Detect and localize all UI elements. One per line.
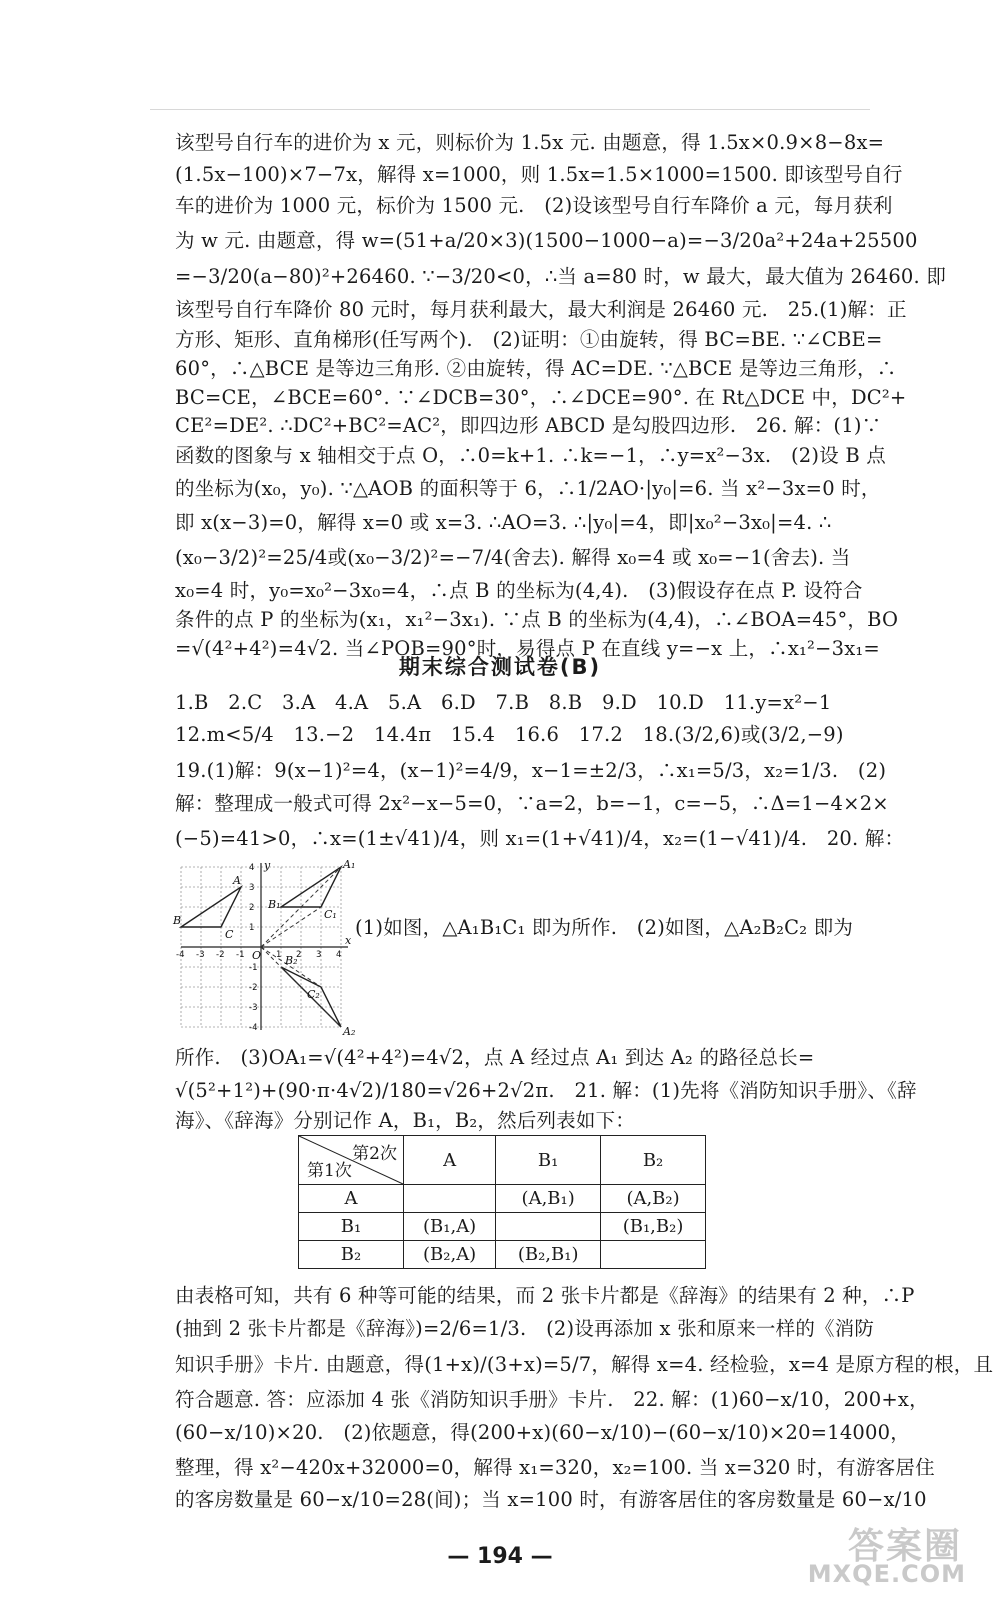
text-line: (60−x/10)×20. (2)依题意，得(200+x)(60−x/10)−(60−x/10)×20=14000， (175, 1421, 910, 1444)
y-tick-label: -1 (249, 963, 258, 973)
text-line: x₀=4 时，y₀=x₀²−3x₀=4，∴点 B 的坐标为(4,4). (3)假设存在点 P. 设符合 (175, 579, 863, 602)
table-cell (404, 1185, 496, 1213)
x-tick-label: 3 (316, 950, 322, 960)
text-line: 海》、《辞海》分别记作 A，B₁，B₂，然后列表如下： (175, 1109, 635, 1132)
answer-line: 12.m<5/4 13.−2 14.4π 15.4 16.6 17.2 18.(3/2,6)或(3/2,−9) (175, 723, 844, 746)
label-b2: B₂ (285, 954, 298, 967)
text-line: 车的进价为 1000 元，标价为 1500 元. (2)设该型号自行车降价 a 元，每月获利 (175, 194, 893, 217)
row-header: B₁ (299, 1213, 404, 1241)
watermark-logo-text: 答案圈 (847, 1526, 962, 1567)
x-tick-label: 2 (296, 950, 302, 960)
text-line: 该型号自行车降价 80 元时，每月获利最大，最大利润是 26460 元. 25.(1)解：正 (175, 298, 907, 321)
text-line: 所作. (3)OA₁=√(4²+4²)=4√2，点 A 经过点 A₁ 到达 A₂ 的路径总长= (175, 1046, 815, 1069)
text-line: CE²=DE². ∴DC²+BC²=AC²，即四边形 ABCD 是勾股四边形. 26. 解：(1)∵ (175, 414, 882, 437)
row-header: A (299, 1185, 404, 1213)
answer-line: (−5)=41>0，∴x=(1±√41)/4，则 x₁=(1+√41)/4，x₂=(1−√41)/4. 20. 解： (175, 827, 905, 850)
x-tick-label: 1 (276, 950, 282, 960)
text-line: 函数的图象与 x 轴相交于点 O，∴0=k+1. ∴k=−1，∴y=x²−3x. (2)设 B 点 (175, 444, 886, 467)
text-line: =−3/20(a−80)²+26460. ∵−3/20<0，∴当 a=80 时，w 最大，最大值为 26460. 即 (175, 265, 947, 288)
y-tick-label: -2 (249, 983, 258, 993)
corner-bottom-label: 第1次 (307, 1161, 352, 1181)
table-cell: (A,B₁) (496, 1185, 601, 1213)
section-title: 期末综合测试卷(B) (398, 655, 602, 679)
label-a2: A₂ (343, 1025, 356, 1038)
text-line: 知识手册》卡片. 由题意，得(1+x)/(3+x)=5/7，解得 x=4. 经检验，x=4 是原方程的根，且 (175, 1353, 994, 1376)
y-tick-label: 2 (249, 903, 255, 913)
y-tick-label: 3 (249, 883, 255, 893)
text-line: 方形、矩形、直角梯形(任写两个). (2)证明：①由旋转，得 BC=BE. ∵∠CBE= (175, 328, 883, 351)
table-cell: (A,B₂) (601, 1185, 706, 1213)
table-corner-cell (299, 1136, 404, 1185)
label-a: A (233, 874, 241, 887)
text-line: 该型号自行车的进价为 x 元，则标价为 1.5x 元. 由题意，得 1.5x×0.9×8−8x= (175, 131, 885, 154)
text-line: 条件的点 P 的坐标为(x₁，x₁²−3x₁). ∵点 B 的坐标为(4,4)，∴∠BOA=45°，BO (175, 608, 899, 631)
page-number: — 194 — (447, 1544, 553, 1569)
col-header: A (404, 1136, 496, 1185)
table-row (299, 1241, 706, 1269)
label-c2: C₂ (307, 988, 320, 1001)
text-line: (x₀−3/2)²=25/4或(x₀−3/2)²=−7/4(舍去). 解得 x₀=4 或 x₀=−1(舍去). 当 (175, 546, 851, 569)
y-tick-label: -3 (249, 1003, 258, 1013)
text-line: (抽到 2 张卡片都是《辞海》)=2/6=1/3. (2)设再添加 x 张和原来一样的《消防 (175, 1317, 875, 1340)
label-x: x (345, 934, 352, 947)
answer-line: 1.B 2.C 3.A 4.A 5.A 6.D 7.B 8.B 9.D 10.D 11.y=x²−1 (175, 691, 832, 714)
label-b1: B₁ (268, 898, 281, 911)
x-tick-label: -2 (216, 950, 225, 960)
text-line: =√(4²+4²)=4√2. 当∠POB=90°时，易得点 P 在直线 y=−x 上，∴x₁²−3x₁= (175, 637, 880, 660)
outcome-table (298, 1135, 706, 1269)
text-line: 即 x(x−3)=0，解得 x=0 或 x=3. ∴AO=3. ∴|y₀|=4，即|x₀²−3x₀|=4. ∴ (175, 511, 832, 534)
corner-top-label: 第2次 (352, 1144, 397, 1164)
table-cell: (B₂,B₁) (496, 1241, 601, 1269)
text-line: 符合题意. 答：应添加 4 张《消防知识手册》卡片. 22. 解：(1)60−x/10，200+x， (175, 1388, 929, 1411)
text-line: 整理，得 x²−420x+32000=0，解得 x₁=320，x₂=100. 当 x=320 时，有游客居住 (175, 1456, 935, 1479)
text-line: (1.5x−100)×7−7x，解得 x=1000，则 1.5x=1.5×1000=1500. 即该型号自行 (175, 163, 903, 186)
x-tick-label: 4 (336, 950, 342, 960)
answer-line: 解：整理成一般式可得 2x²−x−5=0，∵a=2，b=−1，c=−5，∴Δ=1−4×2× (175, 792, 889, 815)
table-cell: (B₂,A) (404, 1241, 496, 1269)
row-header: B₂ (299, 1241, 404, 1269)
table-row (299, 1185, 706, 1213)
y-tick-label: -4 (249, 1023, 258, 1033)
answer-line: 19.(1)解：9(x−1)²=4，(x−1)²=4/9，x−1=±2/3，∴x₁=5/3，x₂=1/3. (2) (175, 759, 887, 782)
label-c1: C₁ (324, 908, 337, 921)
y-tick-label: 4 (249, 863, 255, 873)
coordinate-figure (173, 858, 356, 1038)
table-cell: (B₁,B₂) (601, 1213, 706, 1241)
figure-caption: (1)如图，△A₁B₁C₁ 即为所作. (2)如图，△A₂B₂C₂ 即为 (355, 916, 854, 939)
text-line: 的坐标为(x₀，y₀). ∵△AOB 的面积等于 6，∴1/2AO·|y₀|=6. 当 x²−3x=0 时， (175, 477, 881, 500)
col-header: B₁ (496, 1136, 601, 1185)
col-header: B₂ (601, 1136, 706, 1185)
table-row (299, 1213, 706, 1241)
watermark-url: MXQE.COM (807, 1560, 966, 1588)
table-cell (601, 1241, 706, 1269)
label-y: y (264, 859, 271, 872)
text-line: 的客房数量是 60−x/10=28(间)；当 x=100 时，有游客居住的客房数量是 60−x/10 (175, 1488, 927, 1511)
label-b: B (173, 914, 182, 927)
text-line: 由表格可知，共有 6 种等可能的结果，而 2 张卡片都是《辞海》的结果有 2 种，∴P (175, 1284, 915, 1307)
text-line: BC=CE，∠BCE=60°. ∵∠DCB=30°，∴∠DCE=90°. 在 Rt△DCE 中，DC²+ (175, 386, 907, 409)
top-rule (150, 109, 870, 110)
y-tick-label: 1 (249, 923, 255, 933)
text-line: √(5²+1²)+(90·π·4√2)/180=√26+2√2π. 21. 解：(1)先将《消防知识手册》、《辞 (175, 1079, 917, 1102)
x-tick-label: -1 (236, 950, 245, 960)
label-a1: A₁ (343, 858, 356, 871)
text-line: 60°，∴△BCE 是等边三角形. ②由旋转，得 AC=DE. ∵△BCE 是等边三角形，∴ (175, 357, 897, 380)
x-tick-label: -3 (196, 950, 205, 960)
table-cell: (B₁,A) (404, 1213, 496, 1241)
label-c: C (225, 928, 234, 941)
x-tick-label: -4 (176, 950, 185, 960)
label-o: O (252, 949, 262, 962)
text-line: 为 w 元. 由题意，得 w=(51+a/20×3)(1500−1000−a)=−3/20a²+24a+25500 (175, 229, 918, 252)
table-cell (496, 1213, 601, 1241)
